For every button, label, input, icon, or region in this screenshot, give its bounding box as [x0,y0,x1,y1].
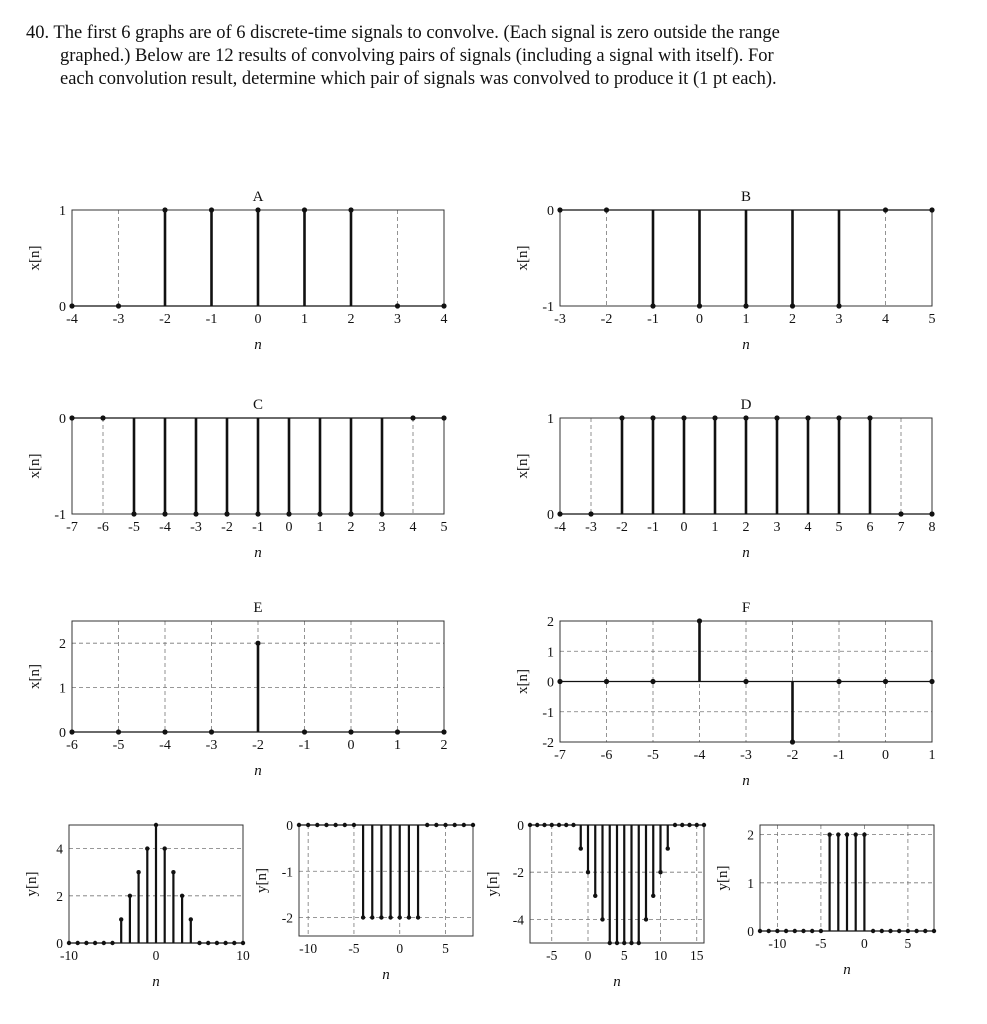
stem-marker-9-1 [767,929,771,933]
stem-marker-9-5 [801,929,805,933]
y-tick-label-0-0: 0 [59,300,66,315]
stem-marker-8-21 [680,823,684,827]
stem-marker-0-0 [69,303,74,308]
stem-marker-8-23 [695,823,699,827]
y-tick-label-6-2: 4 [56,841,63,857]
stem-marker-9-13 [871,929,875,933]
x-tick-label-3-1: -3 [585,520,597,535]
stem-marker-6-19 [232,941,236,945]
x-tick-label-2-2: -5 [128,520,140,535]
problem-statement: 40. The first 6 graphs are of 6 discrete-time signals to convolve. (Each signal is zero outside the range graphed.) Below are 12 results of convolving pairs of signals (including a signal with itself). For each convolution result, determine which pair of signals was convolved to produce it (1 pt each). [26,23,780,89]
y-axis-label-1: x[n] [515,245,531,271]
stem-marker-4-8 [441,729,446,734]
stem-marker-0-1 [116,303,121,308]
y-axis-label-3: x[n] [515,453,531,479]
x-tick-label-6-2: 10 [236,948,250,963]
x-tick-label-4-6: 0 [347,738,355,753]
x-axis-label-3: n [742,545,750,561]
stem-marker-3-6 [743,415,748,420]
x-tick-label-9-3: 5 [904,936,912,951]
stem-marker-6-7 [128,894,132,898]
x-tick-label-1-6: 3 [835,312,843,327]
stem-marker-8-5 [564,823,568,827]
stem-marker-6-0 [67,941,71,945]
x-tick-label-1-4: 1 [742,312,750,327]
stem-marker-2-7 [286,511,291,516]
stem-marker-7-16 [443,823,447,827]
stem-marker-7-12 [407,915,411,919]
stem-marker-8-19 [666,846,670,850]
stem-marker-5-1 [604,679,609,684]
stem-marker-2-4 [193,511,198,516]
stem-marker-1-2 [650,303,655,308]
stem-marker-3-8 [805,415,810,420]
stem-marker-3-3 [650,415,655,420]
stem-marker-2-8 [317,511,322,516]
y-tick-label-4-0: 0 [59,726,66,741]
stem-marker-7-14 [425,823,429,827]
stem-marker-7-9 [379,915,383,919]
y-axis-label-6: y[n] [24,871,40,897]
stem-marker-9-19 [923,929,927,933]
x-tick-label-4-7: 1 [394,738,401,753]
x-tick-label-3-0: -4 [554,520,566,535]
x-tick-label-2-5: -2 [221,520,233,535]
x-tick-label-3-8: 4 [804,520,812,535]
stem-marker-7-0 [297,823,301,827]
x-tick-label-4-1: -5 [112,738,125,753]
y-tick-label-5-4: 2 [547,615,554,630]
stem-marker-8-12 [615,941,619,945]
chart-title-1: B [740,189,752,205]
stem-marker-6-4 [102,941,106,945]
stem-marker-1-5 [790,303,795,308]
x-tick-label-3-2: -2 [616,520,628,535]
chart-title-2: C [252,397,264,413]
x-tick-label-3-9: 5 [835,520,843,535]
stem-marker-0-5 [302,207,307,212]
stem-marker-8-20 [673,823,677,827]
x-axis-label-1: n [742,337,750,353]
stem-marker-9-0 [758,929,762,933]
stem-marker-9-10 [845,832,849,836]
stem-marker-7-4 [333,823,337,827]
y-tick-label-7-2: 0 [286,818,293,833]
stem-marker-3-9 [836,415,841,420]
stem-marker-1-4 [743,303,748,308]
y-tick-label-8-0: -4 [512,912,524,928]
y-axis-label-9: y[n] [715,865,731,891]
x-tick-label-5-6: -1 [833,748,845,763]
stem-marker-0-3 [209,207,214,212]
stem-marker-3-12 [929,511,934,516]
stem-marker-8-3 [550,823,554,827]
stem-marker-8-17 [651,894,655,898]
stem-marker-1-7 [883,207,888,212]
stem-marker-8-7 [579,846,583,850]
x-axis-label-4: n [254,763,262,779]
stem-marker-3-5 [712,415,717,420]
x-tick-label-1-2: -1 [647,312,659,327]
x-tick-label-7-0: -10 [299,941,318,956]
stem-marker-5-2 [650,679,655,684]
chart-title-5: F [741,600,751,616]
y-tick-label-1-1: 0 [547,204,554,219]
stem-marker-7-8 [370,915,374,919]
x-tick-label-0-6: 2 [347,312,355,327]
x-tick-label-2-3: -4 [159,520,171,535]
y-tick-label-1-0: -1 [542,300,554,315]
x-tick-label-3-10: 6 [866,520,874,535]
stem-marker-2-10 [379,511,384,516]
y-tick-label-5-2: 0 [547,675,554,691]
stem-marker-2-11 [410,415,415,420]
x-tick-label-0-3: -1 [205,312,218,327]
y-tick-label-6-0: 0 [56,936,63,951]
x-tick-label-2-10: 3 [378,520,386,535]
y-axis-label-7: y[n] [254,868,270,893]
stem-marker-3-4 [681,415,686,420]
x-tick-label-4-5: -1 [298,738,311,753]
stem-marker-9-12 [862,832,866,836]
stem-marker-2-3 [162,511,167,516]
x-tick-label-0-4: 0 [254,312,262,327]
stem-marker-6-9 [145,846,149,850]
x-tick-label-0-1: -3 [112,312,125,327]
stem-marker-9-2 [775,929,779,933]
x-tick-label-9-0: -10 [768,936,787,951]
x-axis-label-7: n [382,967,390,983]
y-tick-label-5-3: 1 [547,645,554,661]
x-tick-label-4-4: -2 [252,738,264,753]
stem-marker-8-14 [629,941,633,945]
x-tick-label-5-2: -5 [647,748,659,763]
stem-marker-6-1 [76,941,80,945]
stem-marker-3-1 [588,511,593,516]
stem-marker-4-2 [162,729,167,734]
x-tick-label-5-0: -7 [554,748,566,763]
stem-marker-9-17 [906,929,910,933]
stem-marker-8-22 [687,823,691,827]
stem-marker-9-20 [932,929,936,933]
stem-marker-4-4 [255,641,260,646]
stem-marker-9-14 [880,929,884,933]
stem-marker-5-6 [836,679,841,684]
stem-marker-1-0 [557,207,562,212]
x-tick-label-2-12: 5 [440,520,448,535]
x-tick-label-1-7: 4 [882,312,889,327]
stem-marker-7-10 [388,915,392,919]
y-tick-label-0-1: 1 [59,204,66,219]
x-tick-label-3-7: 3 [773,520,781,535]
stem-marker-6-14 [189,917,193,921]
stem-marker-3-7 [774,415,779,420]
stem-marker-8-11 [608,941,612,945]
x-tick-label-5-3: -4 [693,748,706,763]
x-tick-label-5-8: 1 [928,748,936,763]
stem-marker-7-5 [343,823,347,827]
stem-marker-6-5 [110,941,114,945]
stem-marker-1-3 [697,303,702,308]
stem-marker-6-18 [223,941,227,945]
y-tick-label-4-2: 2 [59,637,66,653]
x-axis-label-0: n [254,337,262,353]
stem-marker-9-11 [854,832,858,836]
stem-marker-1-8 [929,207,934,212]
stem-marker-8-1 [535,823,539,827]
x-tick-label-8-4: 15 [690,948,704,963]
stem-marker-3-2 [619,415,624,420]
y-tick-label-2-1: 0 [59,412,66,427]
x-tick-label-2-4: -3 [190,520,202,535]
y-tick-label-8-1: -2 [512,865,524,881]
stem-marker-7-19 [471,823,475,827]
x-tick-label-2-0: -7 [66,520,78,535]
x-tick-label-0-0: -4 [66,312,78,327]
chart-title-4: E [253,600,263,616]
stem-marker-9-7 [819,929,823,933]
stem-marker-1-6 [836,303,841,308]
stem-marker-9-9 [836,832,840,836]
x-tick-label-5-7: 0 [882,748,889,763]
x-tick-label-9-2: 0 [861,936,868,951]
stem-marker-2-6 [255,511,260,516]
stem-marker-8-10 [600,917,604,921]
stem-marker-6-3 [93,941,97,945]
y-tick-label-4-1: 1 [59,681,66,697]
x-tick-label-3-6: 2 [742,520,750,535]
stem-marker-8-8 [586,870,590,874]
plot-frame-7 [299,825,473,936]
x-tick-label-5-1: -6 [600,748,613,763]
x-tick-label-6-0: -10 [60,948,78,963]
stem-marker-4-1 [116,729,121,734]
stem-marker-2-2 [131,511,136,516]
x-tick-label-2-8: 1 [316,520,324,535]
stem-marker-2-0 [69,415,74,420]
stem-marker-7-18 [462,823,466,827]
y-tick-label-6-1: 2 [56,888,63,904]
x-tick-label-4-8: 2 [440,738,448,753]
chart-title-3: D [740,397,752,413]
stem-marker-6-10 [154,823,158,827]
stem-marker-4-6 [348,729,353,734]
x-tick-label-7-3: 5 [442,941,449,956]
stem-marker-2-5 [224,511,229,516]
x-tick-label-1-8: 5 [928,312,936,327]
x-tick-label-7-1: -5 [348,941,360,956]
stem-marker-5-4 [743,679,748,684]
stem-marker-5-3 [697,618,702,623]
x-tick-label-3-3: -1 [647,520,659,535]
stem-marker-9-8 [827,832,831,836]
x-tick-label-3-5: 1 [711,520,719,535]
x-tick-label-7-2: 0 [396,941,404,956]
stem-marker-0-6 [348,207,353,212]
stem-marker-6-8 [136,870,140,874]
stem-marker-0-7 [395,303,400,308]
stem-marker-4-5 [302,729,307,734]
x-tick-label-0-7: 3 [394,312,401,327]
x-axis-label-8: n [613,974,621,990]
stem-marker-8-6 [571,823,575,827]
stem-marker-2-12 [441,415,446,420]
stem-marker-3-10 [867,415,872,420]
y-axis-label-2: x[n] [27,453,43,479]
stem-marker-2-9 [348,511,353,516]
x-axis-label-5: n [742,773,750,789]
stem-marker-7-1 [306,823,310,827]
stem-marker-8-0 [528,823,532,827]
stem-marker-8-2 [542,823,546,827]
stem-marker-4-0 [69,729,74,734]
stem-marker-9-18 [914,929,918,933]
stem-marker-5-8 [929,679,934,684]
stem-marker-3-0 [557,511,562,516]
stem-marker-7-15 [434,823,438,827]
y-tick-label-9-1: 1 [747,875,754,891]
x-tick-label-2-11: 4 [409,520,417,535]
x-tick-label-0-8: 4 [440,312,448,327]
y-tick-label-9-2: 2 [747,827,754,843]
stem-marker-8-13 [622,941,626,945]
stem-marker-6-15 [197,941,201,945]
stem-marker-8-16 [644,917,648,921]
y-axis-label-0: x[n] [27,245,43,271]
y-tick-label-8-2: 0 [517,818,524,833]
x-tick-label-8-1: 0 [584,948,592,963]
x-tick-label-4-2: -4 [159,738,171,753]
x-tick-label-4-3: -3 [205,738,218,753]
x-axis-label-2: n [254,545,262,561]
y-tick-label-7-0: -2 [281,910,293,926]
x-tick-label-2-1: -6 [97,520,109,535]
stem-marker-6-6 [119,917,123,921]
stem-marker-9-6 [810,929,814,933]
stem-marker-7-17 [452,823,456,827]
stem-marker-0-8 [441,303,446,308]
stem-marker-7-6 [352,823,356,827]
stem-marker-8-9 [593,894,597,898]
stem-marker-2-1 [100,415,105,420]
stem-marker-6-20 [241,941,245,945]
x-tick-label-3-4: 0 [680,520,688,535]
y-axis-label-8: y[n] [485,871,501,897]
x-tick-label-8-2: 5 [620,948,628,963]
x-tick-label-9-1: -5 [815,936,827,951]
x-tick-label-4-0: -6 [66,738,78,753]
stem-marker-4-3 [209,729,214,734]
x-tick-label-8-3: 10 [653,948,668,963]
x-tick-label-2-7: 0 [285,520,293,535]
stem-marker-8-24 [702,823,706,827]
stem-marker-7-7 [361,915,365,919]
stem-marker-8-15 [637,941,641,945]
x-tick-label-0-2: -2 [159,312,171,327]
x-tick-label-1-5: 2 [789,312,796,327]
y-axis-label-5: x[n] [515,669,531,694]
stem-marker-6-11 [163,846,167,850]
y-tick-label-5-1: -1 [542,705,554,721]
stem-marker-7-11 [398,915,402,919]
stem-marker-5-7 [883,679,888,684]
y-tick-label-3-0: 0 [547,508,554,523]
y-tick-label-9-0: 0 [747,924,754,939]
stem-marker-5-0 [557,679,562,684]
stem-marker-8-18 [658,870,662,874]
stem-marker-5-5 [790,739,795,744]
x-tick-label-1-0: -3 [554,312,566,327]
x-tick-label-8-0: -5 [546,948,558,963]
stem-marker-8-4 [557,823,561,827]
stem-marker-7-3 [324,823,328,827]
x-axis-label-6: n [152,974,160,990]
stem-marker-7-13 [416,915,420,919]
stem-marker-6-2 [84,941,88,945]
y-tick-label-7-1: -1 [281,864,293,880]
x-tick-label-5-5: -2 [786,748,799,763]
stem-marker-7-2 [315,823,319,827]
stem-marker-6-12 [171,870,175,874]
x-tick-label-3-12: 8 [928,520,936,535]
stem-marker-9-3 [784,929,788,933]
stem-marker-4-7 [395,729,400,734]
x-tick-label-2-6: -1 [252,520,264,535]
stem-marker-9-16 [897,929,901,933]
y-tick-label-3-1: 1 [547,412,554,427]
x-tick-label-1-3: 0 [696,312,703,327]
x-tick-label-5-4: -3 [740,748,752,763]
stem-marker-9-4 [793,929,797,933]
chart-title-0: A [252,189,264,205]
stem-marker-0-2 [162,207,167,212]
x-tick-label-3-11: 7 [897,520,905,535]
x-tick-label-2-9: 2 [347,520,355,535]
stem-marker-3-11 [898,511,903,516]
stem-marker-0-4 [255,207,260,212]
x-axis-label-9: n [843,962,851,978]
stem-marker-6-13 [180,894,184,898]
x-tick-label-1-1: -2 [600,312,613,327]
stem-marker-1-1 [604,207,609,212]
x-tick-label-6-1: 0 [152,948,160,963]
y-tick-label-2-0: -1 [54,508,66,523]
stem-marker-9-15 [888,929,892,933]
stem-marker-6-16 [206,941,210,945]
y-axis-label-4: x[n] [27,664,43,689]
stem-marker-6-17 [215,941,219,945]
x-tick-label-0-5: 1 [301,312,308,327]
y-tick-label-5-0: -2 [542,736,554,751]
